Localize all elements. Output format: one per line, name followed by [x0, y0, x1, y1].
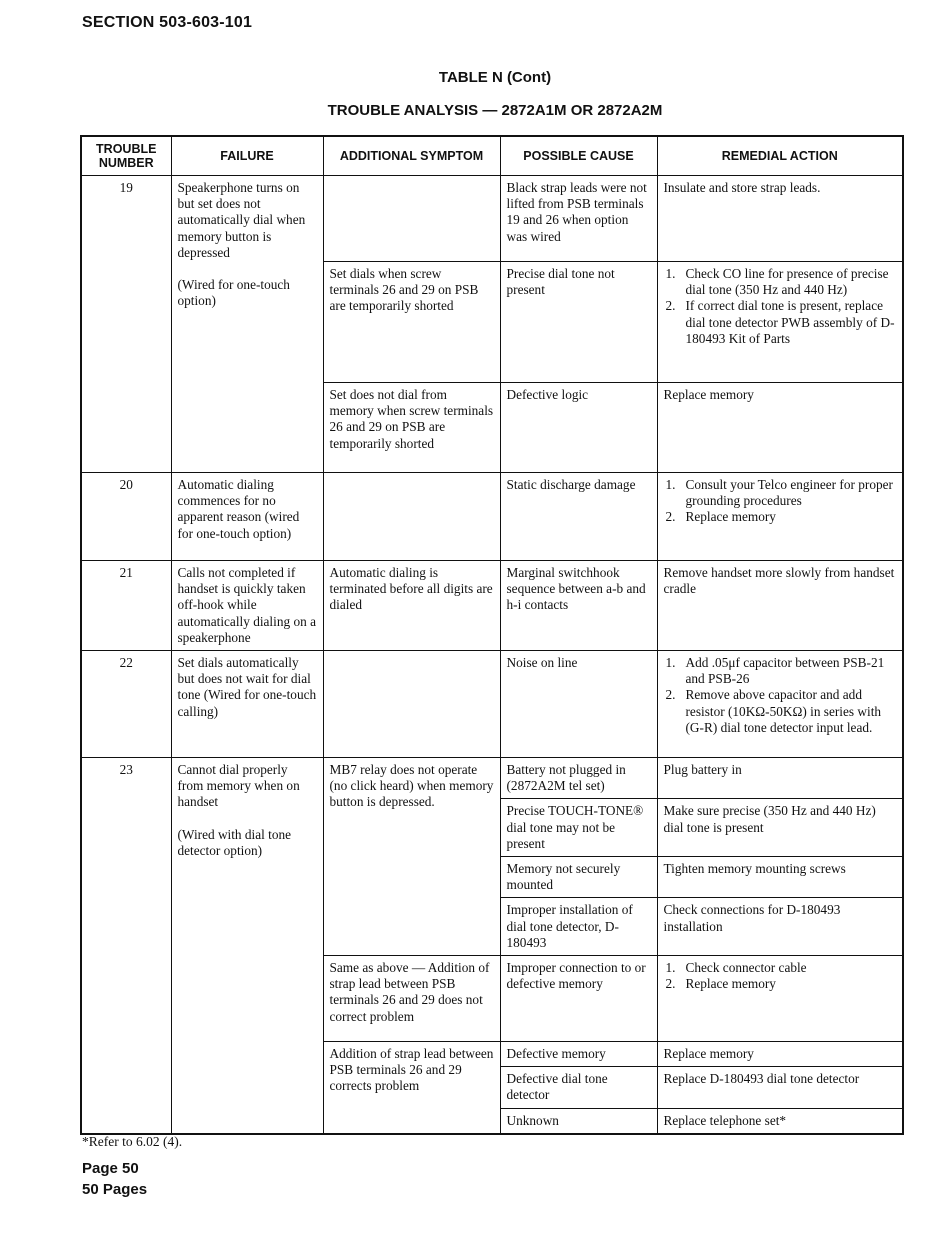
action-step: 1. Check connector cable	[665, 960, 807, 976]
trouble-number: 20	[81, 473, 171, 561]
symptom-cell	[323, 651, 500, 758]
section-header: SECTION 503-603-101	[82, 14, 253, 31]
table-title: TABLE N (Cont)	[438, 69, 552, 86]
symptom-cell: Automatic dialing is terminated before all digits are dialed	[323, 561, 500, 651]
action-cell	[657, 473, 903, 561]
cause-cell: Precise TOUCH-TONE® dial tone may not be present	[500, 799, 657, 857]
cause-cell: Defective memory	[500, 1042, 657, 1067]
cause-cell: Black strap leads were not lifted from PSB terminals 19 and 26 when option was wired	[500, 176, 657, 262]
failure-note: (Wired with dial tone detector option)	[177, 826, 292, 858]
cause-cell: Improper connection to or defective memory	[500, 956, 657, 1042]
action-step: 2. If correct dial tone is present, replace dial tone detector PWB assembly of D-180493 Kit of Parts	[665, 298, 895, 346]
cause-cell: Precise dial tone not present	[500, 262, 657, 383]
action-step: 1. Check CO line for presence of precise dial tone (350 Hz and 440 Hz)	[665, 266, 889, 298]
action-cell: Plug battery in	[657, 758, 903, 799]
action-cell: Replace memory	[657, 383, 903, 473]
failure-cell: Calls not completed if handset is quickly taken off-hook while automatically dialing on a speakerphone	[171, 561, 323, 651]
trouble-analysis-table	[80, 135, 904, 1135]
failure-text: Cannot dial properly from memory when on handset	[177, 762, 300, 810]
page-number: Page 50	[82, 1160, 139, 1177]
table-row	[81, 176, 903, 262]
symptom-cell	[323, 176, 500, 262]
cause-cell: Unknown	[500, 1108, 657, 1134]
column-header-action: REMEDIAL ACTION	[657, 136, 903, 176]
table-row	[81, 473, 903, 561]
cause-cell: Battery not plugged in (2872A2M tel set)	[500, 758, 657, 799]
action-step: 2. Replace memory	[665, 509, 776, 525]
cause-cell: Defective dial tone detector	[500, 1067, 657, 1108]
column-header-failure: FAILURE	[171, 136, 323, 176]
table-header-row	[81, 136, 903, 176]
action-list	[664, 477, 897, 526]
table-subtitle: TROUBLE ANALYSIS — 2872A1M OR 2872A2M	[327, 102, 663, 119]
action-step: 1. Add .05μf capacitor between PSB-21 and PSB-26	[665, 655, 885, 687]
trouble-number: 19	[81, 176, 171, 473]
action-cell: Replace memory	[657, 1042, 903, 1067]
action-list	[664, 655, 897, 736]
symptom-cell: Set does not dial from memory when screw terminals 26 and 29 on PSB are temporarily shorted	[323, 383, 500, 473]
failure-cell	[171, 176, 323, 473]
action-cell: Make sure precise (350 Hz and 440 Hz) dial tone is present	[657, 799, 903, 857]
page-count: 50 Pages	[82, 1181, 148, 1198]
action-cell	[657, 956, 903, 1042]
failure-cell: Automatic dialing commences for no apparent reason (wired for one-touch option)	[171, 473, 323, 561]
cause-cell: Defective logic	[500, 383, 657, 473]
action-cell: Tighten memory mounting screws	[657, 857, 903, 898]
cause-cell: Noise on line	[500, 651, 657, 758]
failure-text: Speakerphone turns on but set does not automatically dial when memory button is depressed	[177, 180, 306, 260]
column-header-number: TROUBLE NUMBER	[81, 136, 171, 176]
action-cell: Replace D-180493 dial tone detector	[657, 1067, 903, 1108]
action-cell	[657, 262, 903, 383]
action-cell: Replace telephone set*	[657, 1108, 903, 1134]
column-header-symptom: ADDITIONAL SYMPTOM	[323, 136, 500, 176]
table-row	[81, 561, 903, 651]
failure-cell: Set dials automatically but does not wait for dial tone (Wired for one-touch calling)	[171, 651, 323, 758]
action-cell	[657, 651, 903, 758]
failure-cell	[171, 758, 323, 1134]
action-list	[664, 266, 897, 347]
trouble-number: 22	[81, 651, 171, 758]
cause-cell: Improper installation of dial tone detector, D-180493	[500, 898, 657, 956]
symptom-cell: Same as above — Addition of strap lead between PSB terminals 26 and 29 does not correct problem	[323, 956, 500, 1042]
column-header-cause: POSSIBLE CAUSE	[500, 136, 657, 176]
cause-cell: Marginal switchhook sequence between a-b and h-i contacts	[500, 561, 657, 651]
cause-cell: Static discharge damage	[500, 473, 657, 561]
action-step: 2. Replace memory	[665, 976, 776, 992]
action-cell: Remove handset more slowly from handset cradle	[657, 561, 903, 651]
action-step: 2. Remove above capacitor and add resistor (10KΩ-50KΩ) in series with (G-R) dial tone detector input lead.	[665, 687, 882, 735]
trouble-number: 23	[81, 758, 171, 1134]
action-step: 1. Consult your Telco engineer for proper grounding procedures	[665, 477, 893, 509]
action-cell: Insulate and store strap leads.	[657, 176, 903, 262]
action-list	[664, 960, 897, 992]
footnote: *Refer to 6.02 (4).	[82, 1134, 183, 1149]
symptom-cell: Set dials when screw terminals 26 and 29 on PSB are temporarily shorted	[323, 262, 500, 383]
failure-note: (Wired for one-touch option)	[177, 277, 290, 309]
action-cell: Check connections for D-180493 installation	[657, 898, 903, 956]
cause-cell: Memory not securely mounted	[500, 857, 657, 898]
symptom-cell	[323, 473, 500, 561]
trouble-number: 21	[81, 561, 171, 651]
table-row	[81, 758, 903, 799]
table-row	[81, 651, 903, 758]
symptom-cell: Addition of strap lead between PSB terminals 26 and 29 corrects problem	[323, 1042, 500, 1134]
symptom-cell: MB7 relay does not operate (no click heard) when memory button is depressed.	[323, 758, 500, 956]
